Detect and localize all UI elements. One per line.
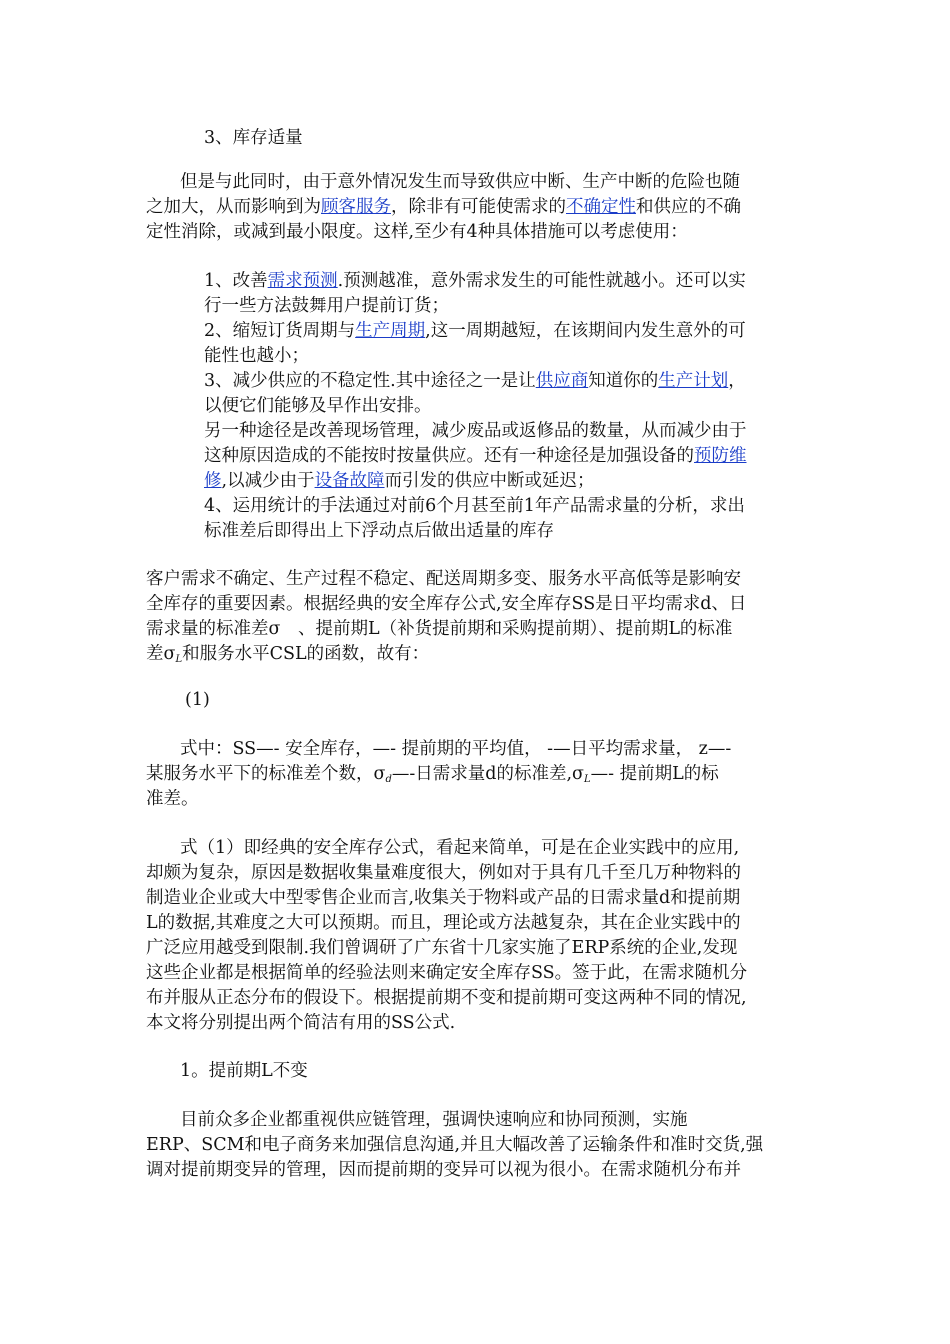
text: 而引发的供应中断或延迟； — [384, 471, 595, 491]
text: ，除非有可能使需求的 — [391, 197, 566, 217]
text: 和服务水平CSL的函数，故有： — [182, 644, 430, 664]
formula-label — [185, 688, 210, 713]
list-item — [204, 444, 747, 469]
list-item — [204, 419, 747, 444]
text: 以便它们能够及早作出安排。 — [204, 396, 432, 416]
paragraph-line — [146, 861, 741, 886]
text: —-日需求量d的标准差,σ — [391, 764, 584, 784]
section-heading — [204, 126, 303, 151]
paragraph-line — [146, 1158, 741, 1183]
text: 调对提前期变异的管理，因而提前期的变异可以视为很小。在需求随机分布并 — [146, 1160, 741, 1180]
list-item — [204, 494, 745, 519]
text: 这种原因造成的不能按时按量供应。还有一种途径是加强设备的 — [204, 446, 694, 466]
text: .预测越准，意外需求发生的可能性就越小。还可以实 — [337, 271, 746, 291]
text: 但是与此同时，由于意外情况发生而导致供应中断、生产中断的危险也随 — [180, 172, 740, 192]
paragraph-line — [146, 1133, 763, 1158]
paragraph-line — [146, 592, 746, 617]
paragraph-line — [146, 195, 741, 220]
list-item — [204, 294, 449, 319]
heading-text: 1。提前期L不变 — [180, 1061, 308, 1081]
text: 2、缩短订货周期与 — [204, 321, 356, 341]
text: 定性消除，或减到最小限度。这样,至少有4种具体措施可以考虑使用： — [146, 222, 688, 242]
paragraph-line — [146, 911, 741, 936]
text: 客户需求不确定、生产过程不稳定、配送周期多变、服务水平高低等是影响安 — [146, 569, 741, 589]
paragraph-line — [180, 737, 731, 762]
paragraph-line — [146, 220, 688, 245]
link-equipment-failure[interactable]: 设备故障 — [314, 471, 385, 491]
text: ,这一周期越短，在该期间内发生意外的可 — [425, 321, 746, 341]
paragraph-line — [146, 986, 747, 1011]
link-customer-service[interactable]: 顾客服务 — [321, 197, 391, 217]
list-item — [204, 469, 595, 494]
text: ERP、SCM和电子商务来加强信息沟通,并且大幅改善了运输条件和准时交货,强 — [146, 1135, 764, 1155]
text: 1、改善 — [204, 271, 268, 291]
list-item — [204, 269, 746, 294]
text: 行一些方法鼓舞用户提前订货； — [204, 296, 449, 316]
text: 标准差后即得出上下浮动点后做出适量的库存 — [204, 521, 554, 541]
list-item — [204, 394, 432, 419]
subscript: d — [385, 774, 392, 785]
link-preventive-maintenance-cont[interactable]: 修 — [204, 471, 222, 491]
list-item — [204, 369, 746, 394]
text: 4、运用统计的手法通过对前6个月甚至前1年产品需求量的分析，求出 — [204, 496, 745, 516]
text: 需求量的标准差σ 、提前期L（补货提前期和采购提前期）、提前期L的标准 — [146, 619, 733, 639]
text: —- 提前期L的标 — [590, 764, 719, 784]
text: 某服务水平下的标准差个数，σ — [146, 764, 386, 784]
text: 目前众多企业都重视供应链管理，强调快速响应和协同预测，实施 — [180, 1110, 688, 1130]
text: ， — [728, 371, 746, 391]
text: 3、减少供应的不稳定性.其中途径之一是让 — [204, 371, 536, 391]
paragraph-line — [180, 836, 739, 861]
list-item — [204, 519, 554, 544]
text: 知道你的 — [588, 371, 659, 391]
text: 却颇为复杂，原因是数据收集量难度很大，例如对于具有几千至几万种物料的 — [146, 863, 741, 883]
text: 布并服从正态分布的假设下。根据提前期不变和提前期可变这两种不同的情况, — [146, 988, 747, 1008]
subscript: L — [175, 654, 183, 665]
link-uncertainty[interactable]: 不确定性 — [566, 197, 636, 217]
list-item — [204, 344, 309, 369]
paragraph-line — [146, 567, 741, 592]
text: 式中：SS—- 安全库存，—- 提前期的平均值， -—日平均需求量， z—- — [180, 739, 732, 759]
paragraph-line — [146, 961, 747, 986]
paragraph-line — [180, 1108, 688, 1133]
heading-text: 3、库存适量 — [204, 128, 303, 148]
text: 这些企业都是根据简单的经验法则来确定安全库存SS。签于此，在需求随机分 — [146, 963, 748, 983]
paragraph-line — [146, 936, 737, 961]
list-item — [204, 319, 746, 344]
text: 能性也越小； — [204, 346, 309, 366]
link-demand-forecast[interactable]: 需求预测 — [267, 271, 338, 291]
paragraph-line — [146, 642, 429, 672]
text: 差σ — [146, 644, 176, 664]
text: ,以减少由于 — [221, 471, 315, 491]
text: 本文将分别提出两个简洁有用的SS公式. — [146, 1013, 456, 1033]
text: (1) — [185, 690, 210, 710]
text: 准差。 — [146, 789, 199, 809]
text: 全库存的重要因素。根据经典的安全库存公式,安全库存SS是日平均需求d、日 — [146, 594, 747, 614]
paragraph-line — [146, 617, 732, 642]
text: 式（1）即经典的安全库存公式，看起来简单，可是在企业实践中的应用, — [180, 838, 740, 858]
subscript: L — [583, 774, 591, 785]
text: 和供应的不确 — [636, 197, 741, 217]
paragraph-line — [146, 886, 740, 911]
paragraph-line — [146, 787, 199, 812]
text: L的数据,其难度之大可以预期。而且，理论或方法越复杂，其在企业实践中的 — [146, 913, 741, 933]
link-preventive-maintenance[interactable]: 预防维 — [694, 446, 747, 466]
text: 广泛应用越受到限制.我们曾调研了广东省十几家实施了ERP系统的企业,发现 — [146, 938, 738, 958]
link-production-plan[interactable]: 生产计划 — [658, 371, 729, 391]
paragraph-line — [146, 1011, 455, 1036]
text: 制造业企业或大中型零售企业而言,收集关于物料或产品的日需求量d和提前期 — [146, 888, 741, 908]
text: 另一种途径是改善现场管理，减少废品或返修品的数量，从而减少由于 — [204, 421, 747, 441]
section-heading — [180, 1059, 308, 1084]
paragraph-line — [180, 170, 740, 195]
paragraph-line — [146, 762, 719, 792]
link-production-cycle[interactable]: 生产周期 — [355, 321, 426, 341]
link-supplier[interactable]: 供应商 — [535, 371, 589, 391]
text: 之加大，从而影响到为 — [146, 197, 321, 217]
